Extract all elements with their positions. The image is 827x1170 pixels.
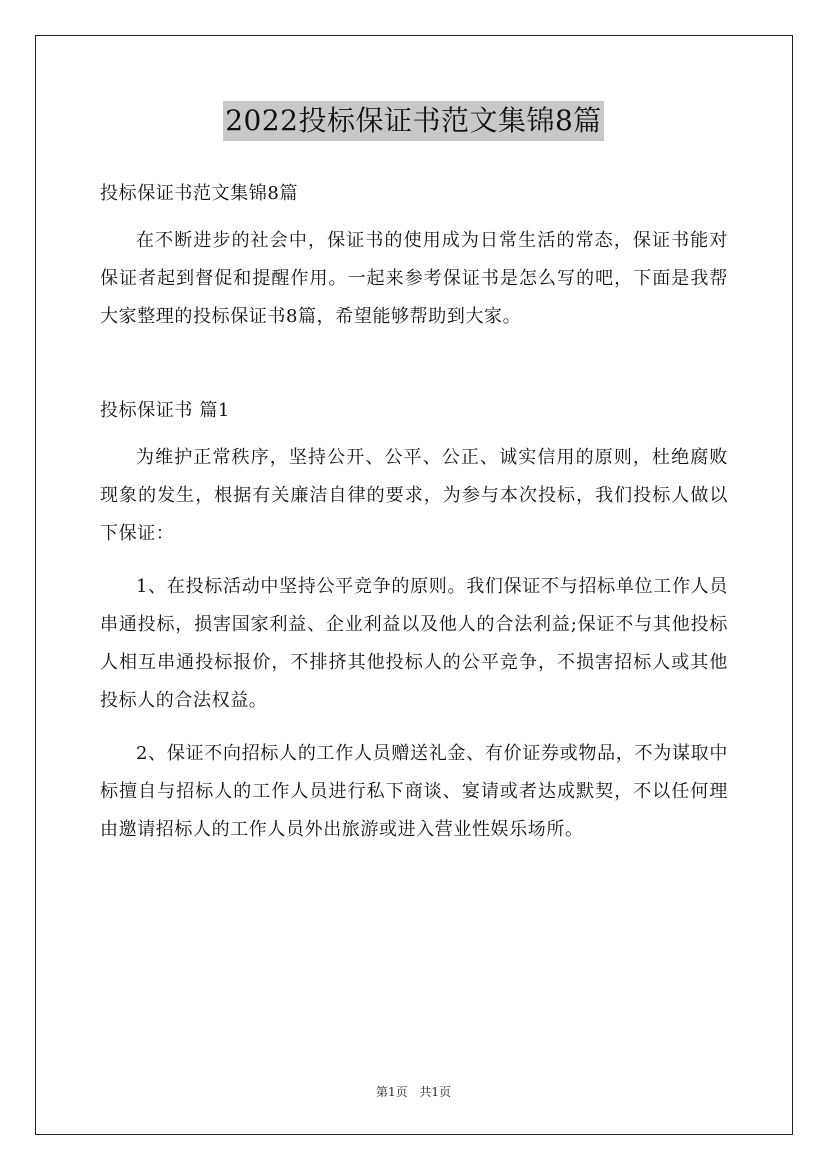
body-paragraph-2: 1、在投标活动中坚持公平竞争的原则。我们保证不与招标单位工作人员串通投标，损害国家利益、企业利益以及他人的合法利益;保证不与其他投标人相互串通投标报价，不排挤其他投标人的公平竞争，不损害招标人或其他投标人的合法权益。 xyxy=(100,576,728,711)
body-paragraph-1: 为维护正常秩序，坚持公开、公平、公正、诚实信用的原则，杜绝腐败现象的发生，根据有关廉洁自律的要求，为参与本次投标，我们投标人做以下保证： xyxy=(100,447,728,544)
body-paragraph-3: 2、保证不向招标人的工作人员赠送礼金、有价证券或物品，不为谋取中标擅自与招标人的工作人员进行私下商谈、宴请或者达成默契，不以任何理由邀请招标人的工作人员外出旅游或进入营业性娱乐场所。 xyxy=(100,743,728,840)
page-number: 第1页 xyxy=(375,1085,408,1099)
title-container xyxy=(0,101,827,141)
page-total: 共1页 xyxy=(419,1085,452,1099)
section-heading: 投标保证书 篇1 xyxy=(100,400,230,421)
page-footer xyxy=(0,1083,827,1100)
document-subtitle: 投标保证书范文集锦8篇 xyxy=(100,183,299,204)
document-body xyxy=(100,175,728,864)
intro-paragraph: 在不断进步的社会中，保证书的使用成为日常生活的常态，保证书能对保证者起到督促和提醒作用。一起来参考保证书是怎么写的吧，下面是我帮大家整理的投标保证书8篇，希望能够帮助到大家。 xyxy=(100,230,728,327)
page-title: 2022投标保证书范文集锦8篇 xyxy=(223,101,604,141)
